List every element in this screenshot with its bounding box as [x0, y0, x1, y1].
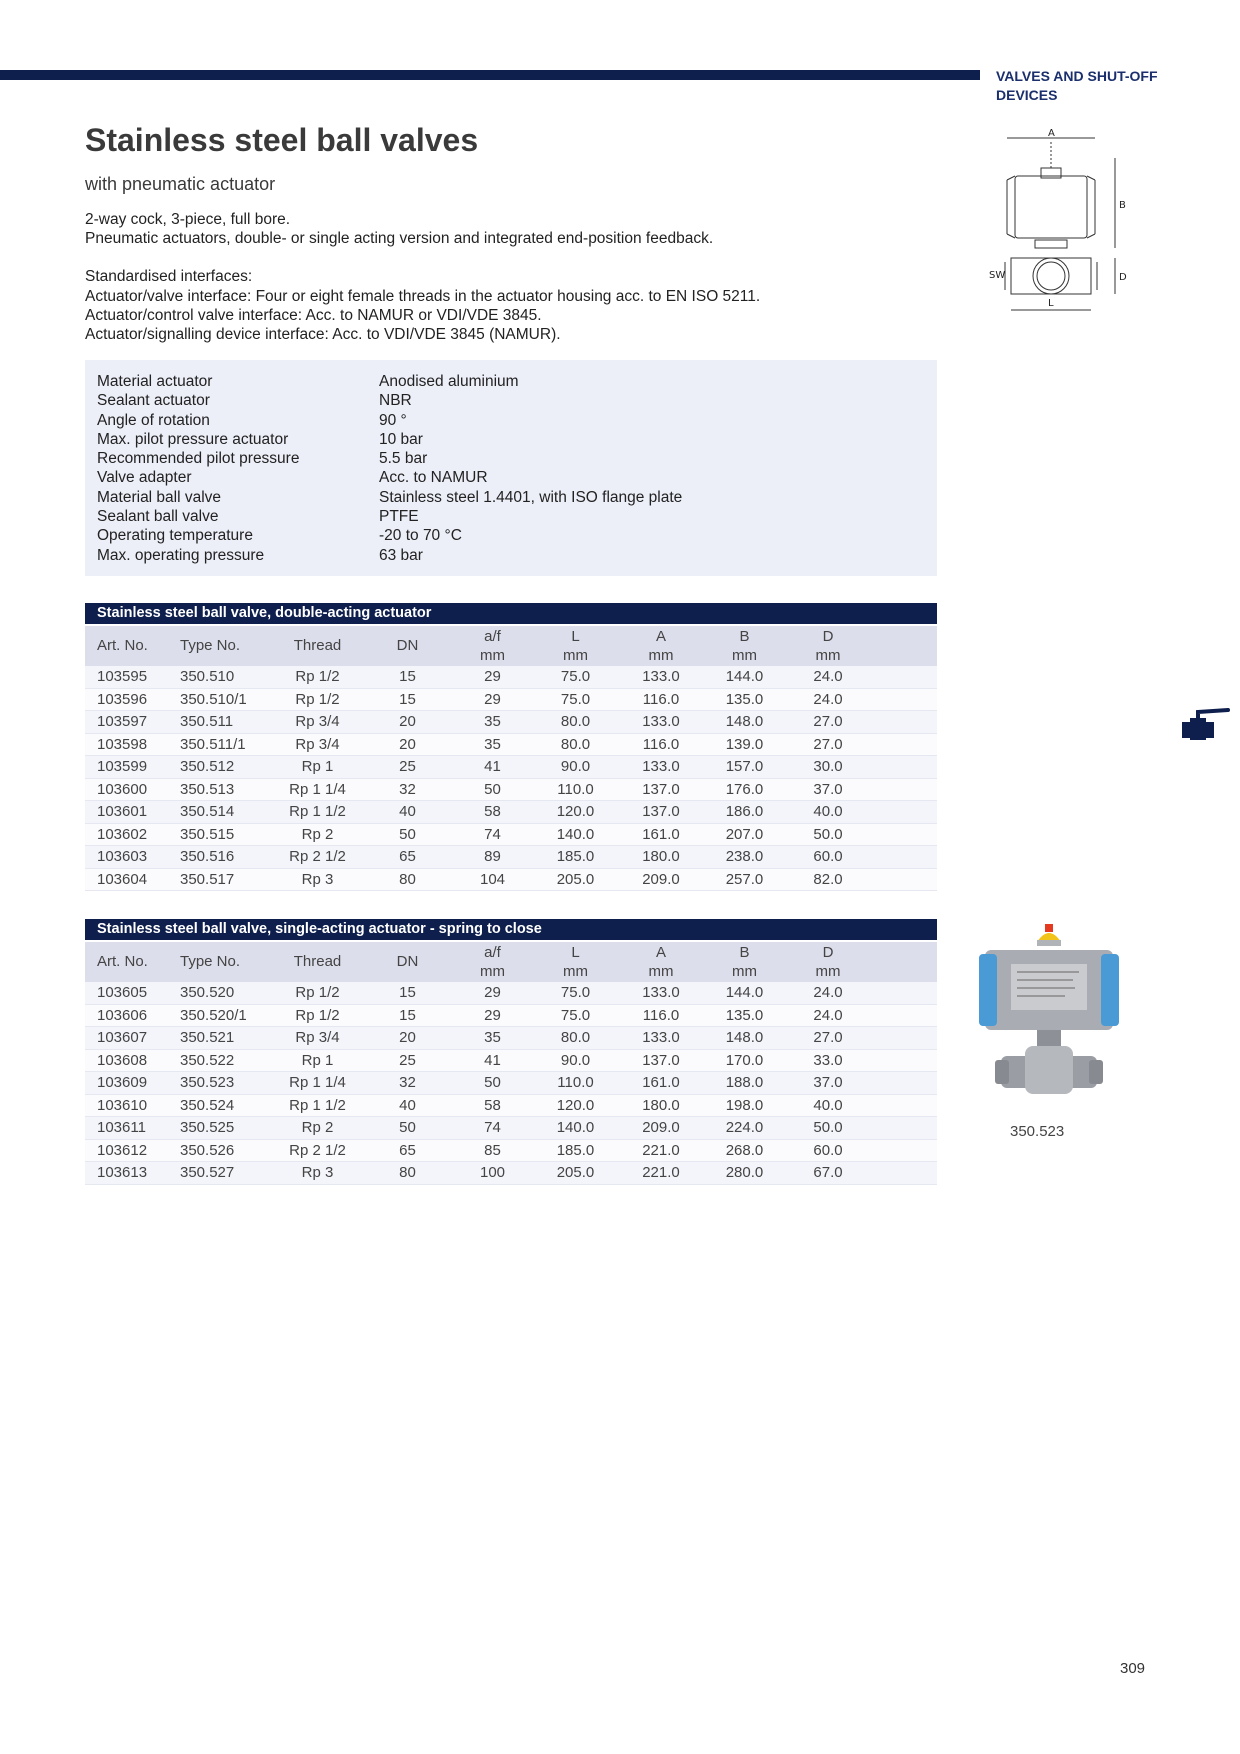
spec-label: Operating temperature	[97, 527, 253, 545]
col-type-no: Type No.	[180, 637, 241, 654]
dimension-drawing	[985, 128, 1135, 328]
cell-af: 29	[484, 690, 501, 708]
cell-type-no: 350.514	[180, 803, 235, 820]
col-dn: DN	[396, 953, 419, 970]
cell-a: 133.0	[642, 1029, 680, 1046]
table-body	[85, 666, 937, 891]
cell-b: 268.0	[725, 1141, 764, 1159]
cell-thread: Rp 1/2	[295, 690, 340, 708]
table-row	[85, 711, 937, 734]
cell-af: 58	[484, 803, 501, 820]
table-row	[85, 1095, 937, 1118]
description-line: Standardised interfaces:	[85, 268, 253, 286]
spec-value: Acc. to NAMUR	[379, 469, 488, 487]
cell-l: 140.0	[556, 1119, 595, 1136]
cell-art-no: 103602	[97, 825, 148, 843]
spec-row	[97, 488, 925, 507]
table-row	[85, 666, 937, 689]
cell-type-no: 350.526	[180, 1141, 235, 1159]
cell-a: 221.0	[642, 1141, 680, 1159]
cell-b: 148.0	[725, 1029, 764, 1046]
cell-type-no: 350.524	[180, 1096, 235, 1114]
cell-dn: 25	[399, 758, 416, 775]
cell-art-no: 103595	[97, 668, 148, 685]
cell-type-no: 350.513	[180, 780, 235, 798]
cell-d: 30.0	[813, 758, 843, 775]
cell-a: 133.0	[642, 984, 680, 1001]
cell-art-no: 103604	[97, 870, 148, 888]
table-title: Stainless steel ball valve, single-acting actuator - spring to close	[85, 919, 937, 940]
table-row	[85, 734, 937, 757]
cell-b: 144.0	[725, 984, 764, 1001]
table-row	[85, 1162, 937, 1185]
table-row	[85, 846, 937, 869]
spec-value: Anodised aluminium	[379, 373, 519, 390]
cell-b: 144.0	[725, 668, 764, 685]
cell-thread: Rp 2 1/2	[289, 848, 346, 865]
cell-dn: 50	[399, 1119, 416, 1136]
col-thread: Thread	[293, 953, 342, 970]
table-title: Stainless steel ball valve, double-acting actuator	[85, 603, 937, 624]
col-d: D mm	[815, 628, 841, 664]
spec-value: NBR	[379, 392, 412, 410]
spec-row	[97, 391, 925, 410]
cell-art-no: 103597	[97, 713, 148, 730]
cell-af: 41	[484, 1051, 501, 1069]
cell-l: 75.0	[560, 984, 591, 1001]
cell-art-no: 103607	[97, 1029, 148, 1046]
cell-d: 37.0	[813, 780, 843, 798]
cell-a: 209.0	[642, 1119, 680, 1136]
cell-a: 133.0	[642, 668, 680, 685]
spec-value: 10 bar	[379, 430, 423, 448]
table-row	[85, 869, 937, 892]
cell-art-no: 103600	[97, 780, 148, 798]
svg-text:L: L	[1048, 298, 1054, 309]
cell-art-no: 103599	[97, 758, 148, 775]
cell-dn: 15	[399, 668, 416, 685]
section-label: VALVES AND SHUT-OFF DEVICES	[996, 68, 1158, 103]
col-b: B mm	[732, 944, 757, 980]
table-row	[85, 824, 937, 847]
cell-l: 80.0	[560, 735, 591, 753]
description-line: 2-way cock, 3-piece, full bore.	[85, 211, 291, 228]
cell-art-no: 103596	[97, 690, 148, 708]
col-af: a/f mm	[480, 628, 505, 664]
cell-thread: Rp 1	[301, 1051, 334, 1069]
table-row	[85, 1072, 937, 1095]
cell-art-no: 103611	[97, 1119, 146, 1136]
cell-d: 67.0	[813, 1164, 843, 1181]
cell-l: 75.0	[560, 690, 591, 708]
cell-dn: 15	[399, 1006, 416, 1024]
col-art-no: Art. No.	[97, 637, 148, 654]
col-af: a/f mm	[480, 944, 505, 980]
cell-dn: 25	[399, 1051, 416, 1069]
cell-thread: Rp 1/2	[295, 1006, 340, 1024]
table-single-acting	[85, 919, 937, 1185]
cell-d: 60.0	[813, 1141, 843, 1159]
cell-a: 137.0	[642, 780, 680, 798]
table-row	[85, 1005, 937, 1028]
cell-af: 104	[479, 870, 506, 888]
spec-row	[97, 526, 925, 545]
cell-dn: 20	[399, 1029, 416, 1046]
cell-type-no: 350.516	[180, 848, 235, 865]
spec-row	[97, 372, 925, 391]
cell-a: 116.0	[642, 1006, 680, 1024]
cell-af: 58	[484, 1096, 501, 1114]
col-a: A mm	[648, 628, 674, 664]
cell-l: 120.0	[556, 803, 595, 820]
spec-value: -20 to 70 °C	[379, 527, 462, 545]
cell-d: 27.0	[813, 735, 843, 753]
col-dn: DN	[396, 637, 419, 654]
cell-thread: Rp 1/2	[295, 984, 340, 1001]
table-row	[85, 801, 937, 824]
cell-d: 33.0	[813, 1051, 843, 1069]
cell-dn: 15	[399, 984, 416, 1001]
cell-thread: Rp 1 1/4	[289, 780, 346, 798]
product-photo	[975, 920, 1123, 1115]
cell-l: 110.0	[557, 1074, 594, 1091]
cell-d: 40.0	[813, 803, 843, 820]
spec-value: Stainless steel 1.4401, with ISO flange plate	[379, 488, 683, 506]
cell-thread: Rp 3/4	[295, 713, 340, 730]
cell-b: 207.0	[725, 825, 764, 843]
cell-dn: 80	[399, 870, 416, 888]
cell-dn: 15	[399, 690, 416, 708]
cell-b: 188.0	[725, 1074, 764, 1091]
cell-type-no: 350.525	[180, 1119, 235, 1136]
svg-text:B: B	[1119, 200, 1126, 211]
spec-row	[97, 546, 925, 565]
cell-thread: Rp 3	[301, 870, 334, 888]
cell-b: 186.0	[725, 803, 764, 820]
table-row	[85, 779, 937, 802]
spec-label: Valve adapter	[97, 469, 192, 487]
cell-type-no: 350.527	[180, 1164, 235, 1181]
spec-label: Angle of rotation	[97, 411, 210, 429]
cell-af: 29	[484, 984, 501, 1001]
table-header	[85, 626, 937, 666]
cell-b: 135.0	[725, 1006, 764, 1024]
cell-a: 137.0	[642, 1051, 680, 1069]
cell-thread: Rp 3/4	[295, 1029, 340, 1046]
cell-d: 60.0	[813, 848, 843, 865]
cell-a: 133.0	[642, 713, 680, 730]
cell-type-no: 350.520	[180, 984, 235, 1001]
cell-af: 85	[484, 1141, 501, 1159]
spec-label: Material ball valve	[97, 488, 222, 506]
cell-l: 90.0	[560, 1051, 591, 1069]
table-row	[85, 689, 937, 712]
cell-dn: 20	[399, 735, 416, 753]
cell-a: 137.0	[642, 803, 680, 820]
table-body	[85, 982, 937, 1185]
cell-l: 80.0	[560, 713, 591, 730]
specifications-box	[85, 360, 937, 576]
spec-label: Material actuator	[97, 373, 213, 390]
table-row	[85, 1140, 937, 1163]
table-header	[85, 942, 937, 982]
spec-label: Max. pilot pressure actuator	[97, 430, 289, 448]
cell-type-no: 350.510/1	[180, 690, 247, 708]
col-b: B mm	[732, 628, 757, 664]
cell-a: 221.0	[642, 1164, 680, 1181]
cell-type-no: 350.510	[180, 668, 235, 685]
description	[85, 210, 945, 344]
cell-d: 50.0	[813, 1119, 843, 1136]
col-type-no: Type No.	[180, 953, 241, 970]
valve-handle-icon	[1180, 708, 1232, 744]
description-line: Actuator/valve interface: Four or eight female threads in the actuator housing acc. to EN ISO 5211.	[85, 287, 761, 305]
cell-b: 198.0	[725, 1096, 764, 1114]
cell-d: 82.0	[813, 870, 843, 888]
svg-text:A: A	[1048, 128, 1055, 139]
cell-af: 89	[484, 848, 501, 865]
page-subtitle: with pneumatic actuator	[85, 174, 276, 194]
cell-art-no: 103613	[97, 1164, 148, 1181]
cell-a: 161.0	[642, 825, 680, 843]
cell-b: 280.0	[725, 1164, 764, 1181]
cell-af: 50	[484, 1074, 501, 1091]
cell-a: 209.0	[642, 870, 680, 888]
top-rule	[0, 70, 980, 80]
cell-l: 205.0	[556, 1164, 595, 1181]
cell-dn: 40	[399, 803, 416, 820]
cell-art-no: 103612	[97, 1141, 148, 1159]
cell-b: 157.0	[725, 758, 764, 775]
page-number: 309	[1120, 1660, 1146, 1677]
cell-thread: Rp 2 1/2	[289, 1141, 346, 1159]
table-row	[85, 1117, 937, 1140]
table-double-acting	[85, 603, 937, 891]
cell-d: 24.0	[813, 1006, 843, 1024]
cell-l: 120.0	[556, 1096, 595, 1114]
spec-value: 5.5 bar	[379, 450, 428, 468]
cell-d: 24.0	[813, 984, 843, 1001]
cell-l: 90.0	[560, 758, 591, 775]
cell-af: 29	[484, 668, 501, 685]
spec-value: PTFE	[379, 508, 419, 526]
cell-dn: 65	[399, 1141, 416, 1159]
cell-art-no: 103603	[97, 848, 148, 865]
cell-b: 176.0	[725, 780, 764, 798]
cell-d: 24.0	[813, 668, 843, 685]
svg-text:D: D	[1119, 272, 1127, 283]
table-row	[85, 756, 937, 779]
cell-af: 35	[484, 735, 501, 753]
cell-type-no: 350.511	[180, 713, 234, 730]
cell-dn: 40	[399, 1096, 416, 1114]
cell-dn: 80	[399, 1164, 416, 1181]
cell-l: 185.0	[556, 848, 595, 865]
cell-dn: 50	[399, 825, 416, 843]
cell-l: 140.0	[556, 825, 595, 843]
cell-af: 41	[484, 758, 501, 775]
cell-af: 50	[484, 780, 501, 798]
cell-dn: 65	[399, 848, 416, 865]
col-d: D mm	[815, 944, 841, 980]
cell-thread: Rp 1 1/4	[289, 1074, 346, 1091]
cell-a: 180.0	[642, 848, 680, 865]
spec-label: Recommended pilot pressure	[97, 450, 300, 468]
spec-row	[97, 430, 925, 449]
spec-value: 63 bar	[379, 546, 423, 564]
cell-type-no: 350.512	[180, 758, 235, 775]
cell-dn: 32	[399, 780, 416, 798]
cell-thread: Rp 1 1/2	[289, 1096, 346, 1114]
cell-art-no: 103609	[97, 1074, 148, 1091]
photo-caption: 350.523	[1010, 1123, 1065, 1140]
col-thread: Thread	[293, 637, 342, 654]
cell-art-no: 103608	[97, 1051, 148, 1069]
cell-d: 27.0	[813, 713, 843, 730]
table-row	[85, 1050, 937, 1073]
cell-a: 161.0	[642, 1074, 680, 1091]
cell-af: 29	[484, 1006, 501, 1024]
cell-b: 139.0	[725, 735, 764, 753]
cell-thread: Rp 1	[301, 758, 334, 775]
cell-af: 74	[484, 825, 501, 843]
cell-thread: Rp 2	[301, 1119, 334, 1136]
spec-label: Max. operating pressure	[97, 546, 265, 564]
cell-type-no: 350.523	[180, 1074, 235, 1091]
cell-b: 224.0	[725, 1119, 764, 1136]
cell-thread: Rp 1 1/2	[289, 803, 346, 820]
cell-b: 170.0	[725, 1051, 764, 1069]
cell-l: 110.0	[557, 780, 594, 798]
cell-d: 24.0	[813, 690, 843, 708]
cell-type-no: 350.522	[180, 1051, 235, 1069]
cell-type-no: 350.517	[180, 870, 235, 888]
col-a: A mm	[648, 944, 674, 980]
cell-art-no: 103601	[97, 803, 148, 820]
cell-af: 74	[484, 1119, 501, 1136]
svg-text:SW: SW	[989, 270, 1006, 281]
cell-af: 35	[484, 713, 501, 730]
cell-art-no: 103598	[97, 735, 148, 753]
cell-af: 35	[484, 1029, 501, 1046]
cell-a: 180.0	[642, 1096, 680, 1114]
cell-art-no: 103605	[97, 984, 148, 1001]
description-line: Actuator/signalling device interface: Acc. to VDI/VDE 3845 (NAMUR).	[85, 326, 561, 344]
cell-a: 116.0	[642, 735, 680, 753]
description-line: Actuator/control valve interface: Acc. to NAMUR or VDI/VDE 3845.	[85, 306, 542, 324]
cell-b: 257.0	[725, 870, 764, 888]
cell-thread: Rp 2	[301, 825, 334, 843]
table-row	[85, 1027, 937, 1050]
spec-label: Sealant actuator	[97, 392, 210, 410]
cell-b: 148.0	[725, 713, 764, 730]
cell-a: 116.0	[642, 690, 680, 708]
cell-b: 135.0	[725, 690, 764, 708]
cell-thread: Rp 3/4	[295, 735, 340, 753]
cell-d: 40.0	[813, 1096, 843, 1114]
cell-art-no: 103610	[97, 1096, 148, 1114]
cell-type-no: 350.511/1	[180, 735, 246, 753]
cell-thread: Rp 1/2	[295, 668, 340, 685]
spec-row	[97, 507, 925, 526]
cell-l: 205.0	[556, 870, 595, 888]
cell-dn: 32	[399, 1074, 416, 1091]
cell-d: 37.0	[813, 1074, 843, 1091]
col-art-no: Art. No.	[97, 953, 148, 970]
cell-b: 238.0	[725, 848, 764, 865]
cell-dn: 20	[399, 713, 416, 730]
cell-type-no: 350.521	[180, 1029, 235, 1046]
cell-thread: Rp 3	[301, 1164, 334, 1181]
cell-type-no: 350.515	[180, 825, 235, 843]
cell-l: 80.0	[560, 1029, 591, 1046]
spec-row	[97, 411, 925, 430]
cell-d: 50.0	[813, 825, 843, 843]
col-l: L mm	[563, 944, 588, 980]
page-title: Stainless steel ball valves	[85, 122, 479, 158]
cell-d: 27.0	[813, 1029, 843, 1046]
cell-type-no: 350.520/1	[180, 1006, 247, 1024]
col-l: L mm	[563, 628, 588, 664]
spec-label: Sealant ball valve	[97, 508, 219, 526]
spec-row	[97, 449, 925, 468]
cell-art-no: 103606	[97, 1006, 148, 1024]
cell-l: 75.0	[560, 668, 591, 685]
cell-af: 100	[479, 1164, 506, 1181]
cell-l: 185.0	[556, 1141, 595, 1159]
table-row	[85, 982, 937, 1005]
spec-row	[97, 468, 925, 487]
spec-value: 90 °	[379, 411, 407, 429]
cell-a: 133.0	[642, 758, 680, 775]
cell-l: 75.0	[560, 1006, 591, 1024]
description-line: Pneumatic actuators, double- or single acting version and integrated end-position feedback.	[85, 230, 714, 248]
